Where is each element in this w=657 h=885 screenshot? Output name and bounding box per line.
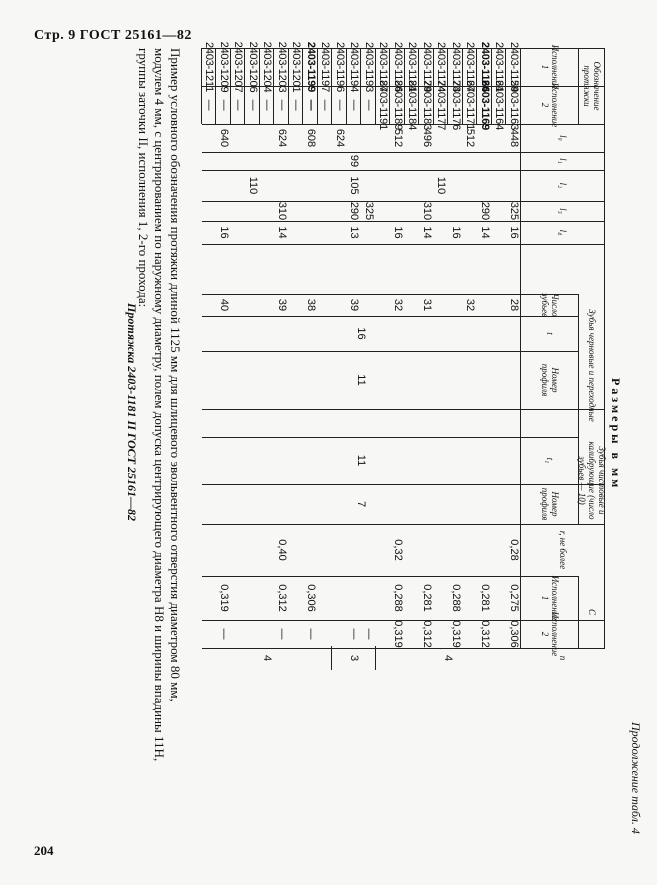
table-cell-v2 (260, 86, 275, 124)
table-cell-teeth-text: 32 (464, 298, 477, 312)
table-cell-teeth (217, 294, 232, 316)
table-cell-v2 (318, 86, 333, 124)
table-cell-l0-text: 512 (391, 128, 404, 148)
table-cell-c2-text: 0,312 (478, 620, 491, 648)
table-cell-v1-text: 2403-1207 (232, 41, 245, 93)
table-cell-v2 (449, 80, 464, 130)
table-cell-l2 (246, 170, 261, 201)
table-cell-l3-text: 290 (478, 201, 491, 221)
table-cell-teeth (391, 294, 406, 316)
table-cell-c1 (420, 576, 435, 620)
header-n (521, 646, 605, 670)
table-cell-v1 (304, 41, 319, 93)
header-finish (579, 437, 605, 524)
header-c1-text: Исполнение 1 (540, 575, 560, 621)
header-teeth-text: Число зубьев (540, 293, 560, 317)
table-cell-c1 (507, 576, 522, 620)
table-cell-v2 (391, 80, 406, 130)
table-cell-l3-text: 310 (275, 201, 288, 221)
header-teeth (521, 294, 579, 316)
merged-n-mid (333, 646, 377, 670)
table-cell-v2 (217, 86, 232, 124)
table-cell-l0-text: 624 (333, 128, 346, 148)
table-cell-c1 (478, 576, 493, 620)
table-cell-c1 (217, 576, 232, 620)
table-cell-l4 (275, 221, 290, 244)
table-cell-c1-text: 0,319 (217, 584, 230, 612)
table-cell-l0-text: 640 (217, 128, 230, 148)
example-designation: Протяжка 2403-1181 II ГОСТ 25161—82 (125, 303, 139, 521)
table-cell-v1-text: 2403-1206 (246, 41, 259, 93)
header-l2 (521, 170, 605, 201)
merged-profile1 (202, 484, 521, 524)
table-cell-c1 (449, 576, 464, 620)
table-cell-v1-text: 2403-1209 (217, 41, 230, 93)
table-cell-l4 (217, 221, 232, 244)
table-cell-r-text: 0,28 (507, 539, 520, 561)
example-line-3: группы заточки II, исполнения 1, 2-го прохода: (136, 48, 151, 308)
merged-profile-text: 11 (355, 374, 368, 386)
table-cell-v2-text: 2403-1177 (435, 80, 448, 130)
header-r (521, 524, 605, 576)
table-cell-c1-text: 0,275 (507, 584, 520, 612)
table-cell-l0 (391, 124, 406, 152)
table-cell-l1-text: 99 (348, 154, 361, 168)
table-cell-l4-text: 16 (391, 226, 404, 239)
table-cell-r (391, 524, 406, 576)
table-cell-l4-text: 13 (348, 226, 361, 239)
table-cell-l4 (347, 221, 362, 244)
table-cell-v1 (347, 42, 362, 92)
merged-profile (202, 351, 521, 409)
table-cell-v2-text: — (319, 99, 332, 111)
table-cell-v1-text: 2403-1179 (420, 42, 433, 92)
table-cell-v1 (275, 41, 290, 93)
table-cell-c2 (347, 620, 362, 648)
table-cell-l0 (217, 124, 232, 152)
table-cell-c2-text: 0,319 (449, 620, 462, 648)
table-cell-v2-text: — (261, 99, 274, 111)
table-cell-r-text: 0,40 (275, 539, 288, 561)
merged-t (202, 316, 521, 351)
table-cell-v2 (231, 86, 246, 124)
table-cell-l4-text: 14 (478, 226, 491, 239)
table-cell-c2-text: — (275, 628, 288, 640)
header-designation-text: Обозначение протяжки (582, 61, 602, 111)
table-cell-l4-text: 16 (507, 226, 520, 239)
header-rough-text: Зубья черновые и переходные (587, 309, 597, 422)
table-cell-v2 (463, 80, 478, 130)
rotated-table-page (125, 41, 645, 860)
table-cell-v2 (362, 86, 377, 124)
table-cell-l2-text: 105 (348, 176, 361, 195)
table-cell-l0 (333, 124, 348, 152)
table-cell-v2-text: 2403-1171 (464, 80, 477, 130)
table-cell-v1-text: 2403-1197 (319, 42, 332, 92)
table-cell-c1-text: 0,306 (304, 584, 317, 612)
page-header: Стр. 9 ГОСТ 25161—82 (34, 28, 192, 43)
table-cell-teeth (275, 294, 290, 316)
merged-profile1-text: 7 (355, 500, 368, 508)
table-cell-v1-text: 2403-1204 (261, 41, 274, 93)
table-cell-l4-text: 16 (449, 226, 462, 239)
header-l4-text: l₄ (558, 229, 568, 236)
header-v2-text: Исполнение 2 (540, 82, 560, 128)
table-cell-v2-text: — (333, 99, 346, 111)
table-cell-v2 (246, 86, 261, 124)
table-cell-r (507, 524, 522, 576)
table-cell-v2-text: 2403-1191 (377, 80, 390, 130)
table-cell-v1-text: 2403-1194 (348, 42, 361, 92)
table-cell-c2-text: — (362, 628, 375, 640)
header-l0 (521, 124, 605, 152)
table-cell-v2 (492, 80, 507, 130)
example-line-1: Пример условного обозначения протяжки длиной 1125 мм для шлицевого эвольвентного отверстия диаметром 80 мм, (168, 48, 183, 702)
table-cell-v1 (260, 41, 275, 93)
table-cell-v2 (333, 86, 348, 124)
header-profile (521, 351, 579, 409)
table-cell-v1-text: 2403-1203 (275, 41, 288, 93)
table-cell-l0-text: 624 (275, 128, 288, 148)
table-cell-l2-text: 110 (435, 176, 448, 195)
table-cell-c2 (478, 620, 493, 648)
table-cell-l4 (391, 221, 406, 244)
header-v1-text: Исполнение 1 (540, 44, 560, 90)
table-cell-l3 (420, 201, 435, 221)
merged-n-mid-text: 3 (348, 654, 361, 662)
table-cell-l3-text: 325 (507, 201, 520, 221)
page-number: 204 (34, 843, 54, 858)
table-cell-l3 (478, 201, 493, 221)
table-cell-c2-text: — (217, 628, 230, 640)
table-cell-l3-text: 310 (420, 201, 433, 221)
table-cell-l3 (347, 201, 362, 221)
table-cell-teeth-text: 39 (348, 298, 361, 312)
table-cell-c1 (304, 576, 319, 620)
header-rough (579, 294, 605, 437)
header-v2 (521, 82, 579, 128)
column-rule (202, 244, 605, 245)
table-cell-c2-text: — (348, 628, 361, 640)
table-cell-l0 (304, 124, 319, 152)
table-cell-v1-text: 2403-1199 (304, 41, 317, 93)
table-cell-teeth (420, 294, 435, 316)
header-t1 (521, 437, 579, 484)
dimensions-title: Размеры в мм (609, 378, 623, 491)
table-cell-l4-text: 14 (275, 226, 288, 239)
table-cell-v2 (420, 80, 435, 130)
table-cell-c2-text: — (304, 628, 317, 640)
table-cell-teeth-text: 39 (275, 298, 288, 312)
table-cell-v1-text: 2403-1193 (362, 42, 375, 92)
continuation-label: Продолжение табл. 4 (629, 722, 643, 834)
merged-n-top-text: 4 (442, 654, 455, 662)
table-cell-c1-text: 0,281 (420, 584, 433, 612)
table-cell-teeth-text: 28 (507, 298, 520, 312)
table-cell-v2-text: — (275, 99, 288, 111)
table-cell-c1-text: 0,288 (391, 584, 404, 612)
header-l3-text: l₃ (558, 208, 568, 214)
column-rule (202, 409, 605, 410)
table-cell-l3 (275, 201, 290, 221)
table-cell-v2-text: 2403-1184 (406, 80, 419, 130)
table-cell-v2-text: — (246, 99, 259, 111)
table-cell-c2 (507, 620, 522, 648)
header-designation (579, 48, 605, 124)
table-cell-v1 (318, 42, 333, 92)
table-cell-c2 (420, 620, 435, 648)
table-cell-r (275, 524, 290, 576)
table-cell-l3-text: 290 (348, 201, 361, 221)
header-c2-text: Исполнение 2 (540, 611, 560, 657)
table-cell-teeth-text: 40 (217, 298, 230, 312)
table-cell-c2 (391, 620, 406, 648)
table-cell-l3-text: 325 (362, 201, 375, 221)
table-cell-v2 (347, 86, 362, 124)
table-cell-v2 (275, 86, 290, 124)
table-cell-v2-text: 2403-1164 (493, 80, 506, 130)
table-cell-v2 (507, 80, 522, 130)
header-c-text: C (587, 608, 597, 615)
table-cell-v1 (333, 42, 348, 92)
table-cell-c1-text: 0,288 (449, 584, 462, 612)
table-cell-teeth-text: 31 (420, 298, 433, 312)
table-cell-l4 (507, 221, 522, 244)
table-cell-v1-text: 2403-1161 (493, 42, 506, 92)
table-cell-v1 (231, 41, 246, 93)
header-finish-text: Зубья чистовые и калибрующие (число зубьев — 10) (577, 441, 607, 520)
table-cell-l2 (347, 170, 362, 201)
header-n-text: n (558, 655, 568, 661)
header-l2-text: l₂ (558, 182, 568, 189)
table-cell-v2 (478, 79, 493, 131)
table-cell-v2-text: — (362, 99, 375, 111)
table-cell-c2 (304, 620, 319, 648)
table-cell-v2-text: — (348, 99, 361, 111)
table-cell-v1-text: 2403-1187 (377, 42, 390, 92)
table-cell-v1-text: 2403-1166 (478, 41, 491, 93)
table-cell-c1-text: 0,281 (478, 584, 491, 612)
table-cell-l1 (347, 152, 362, 170)
table-cell-c2 (275, 620, 290, 648)
header-t1-text: t₁ (545, 457, 555, 464)
table-cell-v2 (434, 80, 449, 130)
table-cell-l2-text: 110 (246, 176, 259, 195)
header-l0-text: l₀ (558, 135, 568, 141)
table-cell-v2 (289, 86, 304, 124)
table-cell-c2 (449, 620, 464, 648)
header-l1 (521, 152, 605, 170)
table-cell-l0-text: 512 (464, 128, 477, 148)
table-cell-v2-text: 2403-1183 (420, 80, 433, 130)
table-cell-r-text: 0,32 (391, 539, 404, 561)
table-cell-v2-text: — (203, 99, 216, 111)
table-cell-c2-text: 0,319 (391, 620, 404, 648)
merged-t1 (202, 437, 521, 484)
table-cell-c2-text: 0,312 (420, 620, 433, 648)
table-cell-teeth (463, 294, 478, 316)
table-cell-v1-text: 2403-1173 (449, 42, 462, 92)
table-cell-v2-text: — (304, 99, 317, 111)
header-r-text: r, не более (558, 530, 568, 570)
table-cell-v2 (405, 80, 420, 130)
merged-n-bottom (202, 646, 333, 670)
table-cell-v1-text: 2403-1167 (464, 42, 477, 92)
header-t (521, 316, 579, 351)
table-cell-v1-text: 2403-1211 (203, 42, 216, 92)
header-t-text: t (545, 332, 555, 335)
header-v1 (521, 44, 579, 90)
table-cell-l4 (449, 221, 464, 244)
table-cell-l4-text: 14 (420, 226, 433, 239)
table-cell-v2-text: 2403-1163 (507, 80, 520, 130)
table-cell-l0 (420, 124, 435, 152)
table-cell-v2-text: 2403-1176 (449, 80, 462, 130)
table-cell-c2-text: 0,306 (507, 620, 520, 648)
table-cell-v2-text: — (217, 99, 230, 111)
merged-t-text: 16 (355, 327, 368, 340)
table-cell-l4-text: 16 (217, 226, 230, 239)
table-cell-teeth (507, 294, 522, 316)
header-c (579, 576, 605, 648)
table-cell-v1-text: 2403-1181 (406, 42, 419, 92)
table-cell-v2-text: — (232, 99, 245, 111)
table-cell-v1-text: 2403-1201 (290, 41, 303, 93)
table-cell-v2-text: 2403-1169 (478, 79, 491, 131)
table-cell-l4 (478, 221, 493, 244)
table-cell-l3 (362, 201, 377, 221)
table-cell-l0 (463, 124, 478, 152)
merged-t1-text: 11 (355, 454, 368, 467)
table-cell-v1-text: 2403-1186 (391, 42, 404, 92)
header-profile-text: Номер профиля (540, 363, 560, 397)
table-cell-v2-text: 2403-1189 (391, 80, 404, 130)
table-cell-teeth (347, 294, 362, 316)
table-cell-teeth-text: 38 (304, 298, 317, 312)
table-cell-l0-text: 448 (507, 128, 520, 148)
table-cell-v2-text: — (290, 99, 303, 111)
table-cell-v1-text: 2403-1174 (435, 42, 448, 92)
table-cell-v2 (202, 86, 217, 124)
merged-n-bottom-text: 4 (261, 654, 274, 662)
table-cell-l3 (507, 201, 522, 221)
table-cell-teeth-text: 32 (391, 298, 404, 312)
table-cell-c1 (391, 576, 406, 620)
table-cell-l4 (420, 221, 435, 244)
header-profile1-text: Номер профиля (540, 487, 560, 521)
header-l1-text: l₁ (558, 158, 568, 164)
table-cell-v1 (362, 42, 377, 92)
merged-n-top (376, 646, 521, 670)
header-c2 (521, 611, 579, 657)
table-cell-c1 (275, 576, 290, 620)
table-cell-c2 (217, 620, 232, 648)
table-cell-v1-text: 2403-1196 (333, 42, 346, 92)
table-cell-teeth (304, 294, 319, 316)
header-l3 (521, 201, 605, 221)
table-cell-v1 (202, 42, 217, 92)
table-cell-v1 (246, 41, 261, 93)
table-cell-v1 (217, 41, 232, 93)
header-profile1 (521, 484, 579, 524)
header-l4 (521, 221, 605, 244)
table-cell-l0-text: 608 (304, 128, 317, 148)
table-cell-l0 (507, 124, 522, 152)
table-cell-v2 (304, 86, 319, 124)
table-cell-l2 (434, 170, 449, 201)
table-cell-v1 (289, 41, 304, 93)
table-cell-l0-text: 496 (420, 128, 433, 148)
table-cell-c1-text: 0,312 (275, 584, 288, 612)
table-cell-l0 (275, 124, 290, 152)
table-cell-v2 (376, 80, 391, 130)
example-line-2: модулем 4 мм, с центрированием по наружному диаметру, полем допуска центрирующего диаметра H8 и ширины впадины 11H, (152, 48, 167, 762)
table-cell-c2 (362, 620, 377, 648)
table-cell-v1-text: 2403-1159 (507, 42, 520, 92)
